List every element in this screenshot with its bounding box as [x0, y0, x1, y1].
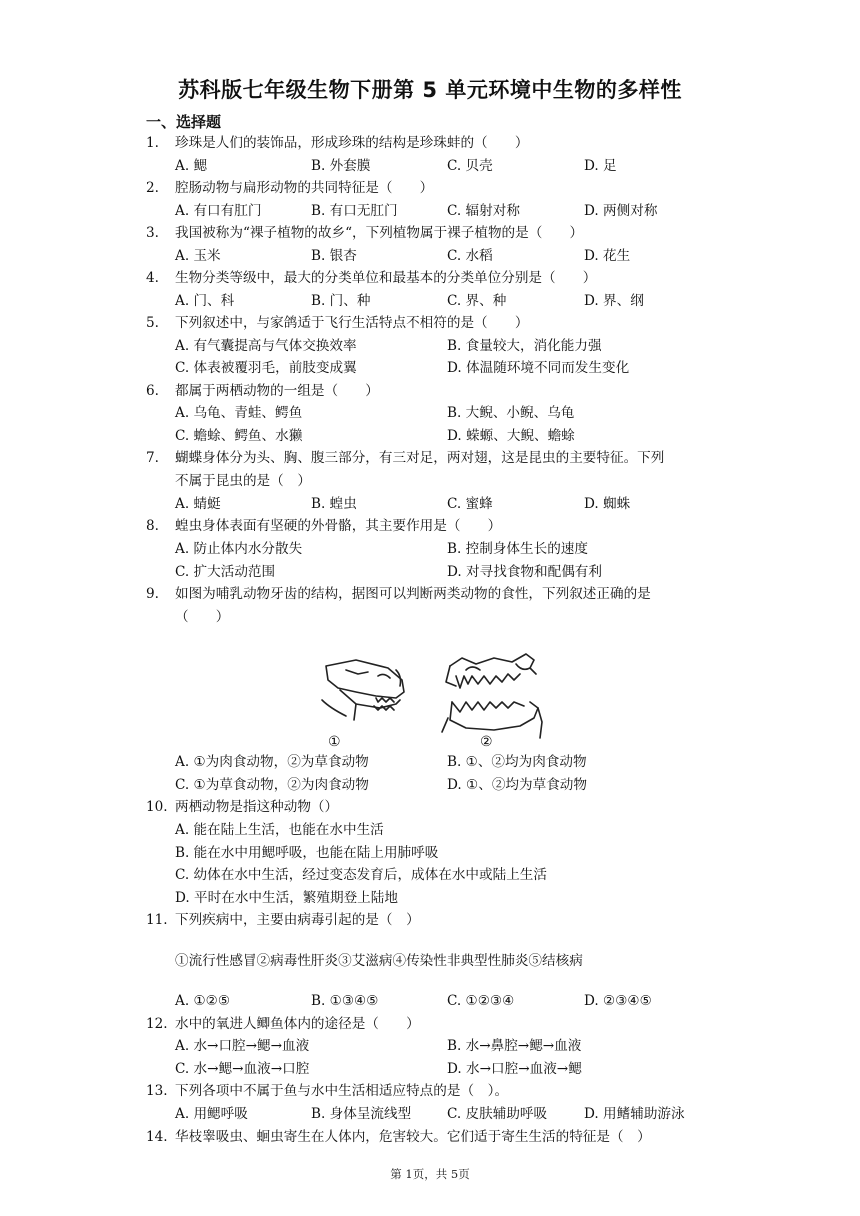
question-text: 蝗虫身体表面有坚硬的外骨骼，其主要作用是（ ）	[175, 518, 502, 534]
question-text: 都属于两栖动物的一组是（ ）	[175, 383, 379, 399]
option-c[interactable]: C. 贝壳	[447, 158, 493, 174]
question-text: 我国被称为“裸子植物的故乡“，下列植物属于裸子植物的是（ ）	[175, 225, 584, 241]
question-number: 2.	[146, 180, 159, 196]
option-b[interactable]: B. 门、种	[311, 293, 371, 309]
option-c[interactable]: C. 蜜蜂	[447, 496, 493, 512]
option-b[interactable]: B. 身体呈流线型	[311, 1106, 412, 1122]
option-c[interactable]: C. 界、种	[447, 293, 507, 309]
question-number: 7.	[146, 450, 159, 466]
question-text: 下列疾病中，主要由病毒引起的是（ ）	[175, 912, 420, 928]
teeth-figure	[316, 646, 556, 756]
question-text: 水中的氧进人鲫鱼体内的途径是（ ）	[175, 1016, 420, 1032]
question-text: 蝴蝶身体分为头、胸、腹三部分，有三对足，两对翅，这是昆虫的主要特征。下列	[175, 450, 665, 466]
question-number: 11.	[146, 912, 168, 928]
question-number: 10.	[146, 799, 168, 815]
option-c[interactable]: C. 水→鳃→血液→口腔	[175, 1061, 310, 1077]
question-number: 9.	[146, 586, 159, 602]
question-number: 1.	[146, 135, 159, 151]
figure-label-1: ①	[328, 734, 341, 750]
option-b[interactable]: B. 水→鼻腔→鳃→血液	[447, 1038, 582, 1054]
option-a[interactable]: A. ①为肉食动物，②为草食动物	[175, 754, 369, 770]
option-b[interactable]: B. 蝗虫	[311, 496, 357, 512]
option-a[interactable]: A. 防止体内水分散失	[175, 541, 303, 557]
option-d[interactable]: D. 体温随环境不同而发生变化	[447, 360, 630, 376]
herbivore-skull-drawing	[322, 660, 404, 720]
option-c[interactable]: C. 蟾蜍、鳄鱼、水獭	[175, 428, 303, 444]
option-c[interactable]: C. 水稻	[447, 248, 493, 264]
option-a[interactable]: A. 玉米	[175, 248, 221, 264]
option-d[interactable]: D. 界、纲	[584, 293, 644, 309]
option-b[interactable]: B. ①、②均为肉食动物	[447, 754, 587, 770]
question-text-line-2: （ ）	[175, 609, 230, 625]
disease-list: ①流行性感冒②病毒性肝炎③艾滋病④传染性非典型性肺炎⑤结核病	[175, 953, 583, 969]
option-d[interactable]: D. 足	[584, 158, 617, 174]
option-a[interactable]: A. 用鳃呼吸	[175, 1106, 248, 1122]
option-d[interactable]: D. 水→口腔→血液→鳃	[447, 1061, 582, 1077]
option-b[interactable]: B. ①③④⑤	[311, 993, 379, 1009]
jaw-illustrations	[316, 646, 556, 756]
option-a[interactable]: A. 能在陆上生活，也能在水中生活	[175, 822, 384, 838]
question-text: 如图为哺乳动物牙齿的结构，据图可以判断两类动物的食性，下列叙述正确的是	[175, 586, 651, 602]
page-footer: 第 1页，共 5页	[390, 1167, 470, 1181]
question-number: 12.	[146, 1016, 168, 1032]
question-text: 华枝睾吸虫、蛔虫寄生在人体内，危害较大。它们适于寄生生活的特征是（ ）	[175, 1129, 651, 1145]
question-text: 生物分类等级中，最大的分类单位和最基本的分类单位分别是（ ）	[175, 270, 597, 286]
question-number: 4.	[146, 270, 159, 286]
question-number: 3.	[146, 225, 159, 241]
question-text: 腔肠动物与扁形动物的共同特征是（ ）	[175, 180, 434, 196]
option-b[interactable]: B. 银杏	[311, 248, 357, 264]
option-c[interactable]: C. 辐射对称	[447, 203, 520, 219]
option-c[interactable]: C. 幼体在水中生活，经过变态发育后，成体在水中或陆上生活	[175, 867, 547, 883]
option-d[interactable]: D. 对寻找食物和配偶有利	[447, 564, 602, 580]
page-title: 苏科版七年级生物下册第 5 单元环境中生物的多样性	[178, 78, 682, 102]
option-d[interactable]: D. 蜘蛛	[584, 496, 631, 512]
question-text: 下列叙述中，与家鸽适于飞行生活特点不相符的是（ ）	[175, 315, 529, 331]
option-b[interactable]: B. 能在水中用鳃呼吸，也能在陆上用肺呼吸	[175, 845, 439, 861]
option-d[interactable]: D. ②③④⑤	[584, 993, 652, 1009]
question-number: 5.	[146, 315, 159, 331]
figure-label-2: ②	[480, 734, 493, 750]
option-d[interactable]: D. 平时在水中生活，繁殖期登上陆地	[175, 890, 398, 906]
option-c[interactable]: C. 扩大活动范围	[175, 564, 276, 580]
option-a[interactable]: A. 有气囊提高与气体交换效率	[175, 338, 357, 354]
carnivore-skull-drawing	[442, 654, 542, 738]
option-a[interactable]: A. 鳃	[175, 158, 208, 174]
option-d[interactable]: D. 两侧对称	[584, 203, 658, 219]
option-c[interactable]: C. ①②③④	[447, 993, 515, 1009]
option-b[interactable]: B. 大鲵、小鲵、乌龟	[447, 405, 575, 421]
question-number: 8.	[146, 518, 159, 534]
question-number: 6.	[146, 383, 159, 399]
option-a[interactable]: A. 水→口腔→鳃→血液	[175, 1038, 310, 1054]
question-number: 14.	[146, 1129, 168, 1145]
option-a[interactable]: A. 有口有肛门	[175, 203, 262, 219]
option-d[interactable]: D. 花生	[584, 248, 631, 264]
question-text-line-2: 不属于昆虫的是（ ）	[175, 473, 311, 489]
option-d[interactable]: D. ①、②均为草食动物	[447, 777, 587, 793]
question-number: 13.	[146, 1083, 168, 1099]
option-b[interactable]: B. 外套膜	[311, 158, 371, 174]
option-b[interactable]: B. 控制身体生长的速度	[447, 541, 588, 557]
question-text: 下列各项中不属于鱼与水中生活相适应特点的是（ ）。	[175, 1083, 509, 1099]
option-c[interactable]: C. 体表被覆羽毛，前肢变成翼	[175, 360, 357, 376]
option-a[interactable]: A. 蜻蜓	[175, 496, 221, 512]
section-heading: 一、选择题	[146, 113, 222, 131]
option-a[interactable]: A. 乌龟、青蛙、鳄鱼	[175, 405, 303, 421]
option-b[interactable]: B. 有口无肛门	[311, 203, 398, 219]
option-c[interactable]: C. ①为草食动物，②为肉食动物	[175, 777, 369, 793]
question-text: 珍珠是人们的装饰品，形成珍珠的结构是珍珠蚌的（ ）	[175, 135, 529, 151]
option-d[interactable]: D. 用鳍辅助游泳	[584, 1106, 685, 1122]
option-a[interactable]: A. ①②⑤	[175, 993, 231, 1009]
question-text: 两栖动物是指这种动物（）	[175, 799, 339, 815]
option-b[interactable]: B. 食量较大，消化能力强	[447, 338, 602, 354]
option-a[interactable]: A. 门、科	[175, 293, 235, 309]
option-d[interactable]: D. 蝾螈、大鲵、蟾蜍	[447, 428, 575, 444]
option-c[interactable]: C. 皮肤辅助呼吸	[447, 1106, 548, 1122]
